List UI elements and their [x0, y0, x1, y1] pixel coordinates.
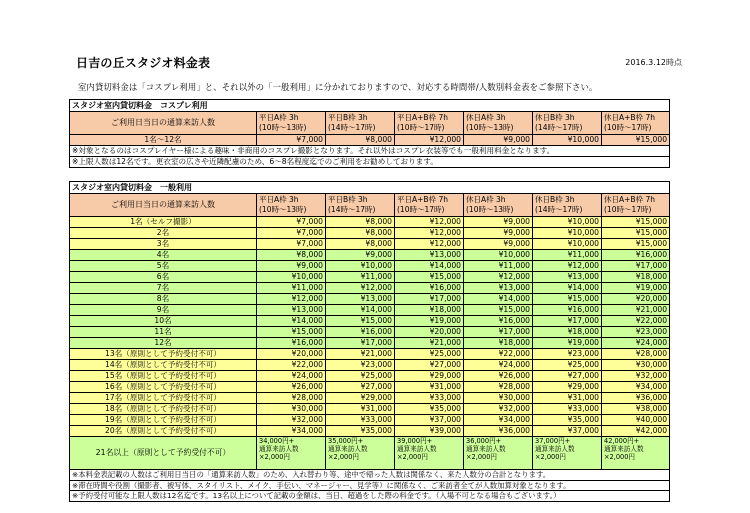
price-cell: ¥25,000: [395, 349, 464, 360]
table-row: [70, 415, 670, 426]
row-label: 12名: [70, 338, 257, 349]
price-cell: ¥7,000: [257, 217, 326, 228]
price-cell: ¥10,000: [464, 250, 533, 261]
price-cell: ¥30,000: [602, 360, 670, 371]
table-row: [70, 382, 670, 393]
date-stamp: 2016.3.12時点: [625, 58, 682, 67]
table-row: [70, 338, 670, 349]
column-name: 休日A+B枠 7h: [604, 195, 655, 204]
price-cell: ¥30,000: [464, 393, 533, 404]
price-cell: ¥28,000: [602, 349, 670, 360]
price-cell: ¥17,000: [395, 294, 464, 305]
price-cell: ¥21,000: [395, 338, 464, 349]
price-cell: ¥13,000: [533, 272, 602, 283]
price-cell: ¥24,000: [257, 371, 326, 382]
price-cell: ¥40,000: [602, 415, 670, 426]
last-row-label: 21名以上（原則として予約受付不可）: [70, 437, 257, 470]
price-cell: ¥11,000: [533, 250, 602, 261]
price-cell: ¥23,000: [533, 349, 602, 360]
price-cell: ¥35,000: [326, 426, 395, 437]
price-cell: ¥32,000: [464, 404, 533, 415]
formula-cell: [464, 437, 533, 470]
price-cell: ¥16,000: [533, 305, 602, 316]
row-label: 9名: [70, 305, 257, 316]
price-cell: ¥36,000: [602, 393, 670, 404]
formula-line: 36,000円+: [466, 437, 502, 445]
price-cell: ¥15,000: [602, 239, 670, 250]
column-time: (10時～13時): [466, 205, 514, 214]
row-label: 8名: [70, 294, 257, 305]
price-cell: ¥8,000: [326, 217, 395, 228]
price-cell: ¥19,000: [395, 316, 464, 327]
price-cell: ¥31,000: [533, 393, 602, 404]
formula-line: 通算来訪人数: [259, 445, 299, 454]
price-cell: ¥16,000: [257, 338, 326, 349]
row-label: 2名: [70, 228, 257, 239]
row-label: 13名（原則として予約受付不可）: [70, 349, 257, 360]
formula-line: 35,000円+: [328, 437, 364, 445]
price-cell: ¥15,000: [533, 294, 602, 305]
row-label: 10名: [70, 316, 257, 327]
cosplay-col-header: [395, 112, 464, 135]
row-label: 15名（原則として予約受付不可）: [70, 371, 257, 382]
price-cell: ¥23,000: [326, 360, 395, 371]
price-cell: ¥11,000: [464, 261, 533, 272]
price-cell: ¥28,000: [464, 382, 533, 393]
price-cell: ¥27,000: [395, 360, 464, 371]
price-cell: ¥15,000: [464, 305, 533, 316]
row-label: 4名: [70, 250, 257, 261]
formula-line: ×2,000円: [259, 453, 290, 462]
price-cell: ¥20,000: [602, 294, 670, 305]
table-row: [70, 294, 670, 305]
price-cell: ¥9,000: [464, 217, 533, 228]
price-cell: ¥28,000: [257, 393, 326, 404]
price-cell: ¥14,000: [533, 283, 602, 294]
price-cell: ¥10,000: [533, 228, 602, 239]
formula-line: 34,000円+: [259, 437, 295, 445]
price-cell: ¥20,000: [257, 349, 326, 360]
price-cell: ¥21,000: [602, 305, 670, 316]
price-cell: ¥38,000: [602, 404, 670, 415]
price-cell: ¥22,000: [257, 360, 326, 371]
column-name: 平日B枠 3h: [328, 113, 368, 122]
table-row: [70, 316, 670, 327]
price-cell: ¥24,000: [464, 360, 533, 371]
price-cell: ¥25,000: [533, 360, 602, 371]
general-col-header: [533, 194, 602, 217]
price-cell: ¥9,000: [464, 228, 533, 239]
price-cell: ¥31,000: [395, 382, 464, 393]
price-cell: ¥18,000: [395, 305, 464, 316]
price-cell: ¥8,000: [257, 250, 326, 261]
general-price-table: [69, 181, 670, 502]
price-cell: ¥15,000: [395, 272, 464, 283]
price-cell: ¥30,000: [257, 404, 326, 415]
row-label: 14名（原則として予約受付不可）: [70, 360, 257, 371]
price-cell: ¥12,000: [533, 261, 602, 272]
price-cell: ¥16,000: [602, 250, 670, 261]
price-cell: ¥9,000: [464, 135, 533, 146]
price-cell: ¥37,000: [395, 415, 464, 426]
cosplay-col-header: [602, 112, 670, 135]
table-row: [70, 360, 670, 371]
price-cell: ¥17,000: [464, 327, 533, 338]
formula-line: ×2,000円: [604, 453, 635, 462]
cosplay-note-2: ※上限人数は12名です。更衣室の広さや近隣配慮のため、6～8名程度迄でのご利用をお勧めしております。: [70, 157, 670, 168]
price-cell: ¥19,000: [533, 338, 602, 349]
price-cell: ¥18,000: [533, 327, 602, 338]
table-row: [70, 349, 670, 360]
price-cell: ¥7,000: [257, 135, 326, 146]
column-name: 休日A枠 3h: [466, 195, 506, 204]
price-cell: ¥14,000: [326, 305, 395, 316]
price-cell: ¥33,000: [533, 404, 602, 415]
table-row: [70, 217, 670, 228]
column-name: 平日A枠 3h: [259, 195, 299, 204]
formula-line: 39,000円+: [397, 437, 433, 445]
price-cell: ¥33,000: [326, 415, 395, 426]
price-cell: ¥13,000: [395, 250, 464, 261]
price-cell: ¥13,000: [464, 283, 533, 294]
price-cell: ¥8,000: [326, 135, 395, 146]
price-cell: ¥16,000: [326, 327, 395, 338]
general-col-header: [395, 194, 464, 217]
price-cell: ¥20,000: [395, 327, 464, 338]
column-time: (10時～17時): [604, 123, 652, 132]
column-name: 休日B枠 3h: [535, 113, 575, 122]
row-label: 20名（原則として予約受付不可）: [70, 426, 257, 437]
row-label: 3名: [70, 239, 257, 250]
column-time: (14時～17時): [535, 123, 583, 132]
price-cell: ¥17,000: [602, 261, 670, 272]
column-time: (10時～13時): [259, 205, 307, 214]
price-cell: ¥37,000: [533, 426, 602, 437]
price-cell: ¥16,000: [464, 316, 533, 327]
row-label: 18名（原則として予約受付不可）: [70, 404, 257, 415]
general-note-2: ※滞在時間や役割（撮影者、被写体、スタイリスト、メイク、手伝い、マネージャー、見学等）に関係なく、ご来訪者全てが人数加算対象となります。: [70, 480, 670, 491]
formula-line: 通算来訪人数: [328, 445, 368, 454]
price-cell: ¥15,000: [257, 327, 326, 338]
column-name: 休日A+B枠 7h: [604, 113, 655, 122]
general-col-header: [464, 194, 533, 217]
price-cell: ¥10,000: [257, 272, 326, 283]
table-row: [70, 426, 670, 437]
table-row: [70, 404, 670, 415]
price-cell: ¥27,000: [326, 382, 395, 393]
price-cell: ¥18,000: [602, 272, 670, 283]
price-cell: ¥9,000: [326, 250, 395, 261]
cosplay-col-header: [257, 112, 326, 135]
column-name: 平日B枠 3h: [328, 195, 368, 204]
price-cell: ¥12,000: [395, 217, 464, 228]
formula-cell: [602, 437, 670, 470]
formula-line: 37,000円+: [535, 437, 571, 445]
price-cell: ¥18,000: [464, 338, 533, 349]
price-cell: ¥17,000: [533, 316, 602, 327]
price-cell: ¥8,000: [326, 228, 395, 239]
column-time: (14時～17時): [535, 205, 583, 214]
column-name: 休日B枠 3h: [535, 195, 575, 204]
row-label: 19名（原則として予約受付不可）: [70, 415, 257, 426]
table-row: [70, 239, 670, 250]
formula-line: ×2,000円: [535, 453, 566, 462]
price-cell: ¥27,000: [533, 371, 602, 382]
column-time: (10時～17時): [604, 205, 652, 214]
table-row: [70, 393, 670, 404]
price-cell: ¥22,000: [602, 316, 670, 327]
price-cell: ¥33,000: [395, 393, 464, 404]
table-row: [70, 272, 670, 283]
price-cell: ¥32,000: [602, 371, 670, 382]
price-cell: ¥12,000: [326, 283, 395, 294]
formula-line: 通算来訪人数: [466, 445, 506, 454]
column-time: (14時～17時): [328, 123, 376, 132]
column-time: (10時～17時): [397, 123, 445, 132]
price-cell: ¥7,000: [257, 228, 326, 239]
price-cell: ¥31,000: [326, 404, 395, 415]
formula-line: 42,000円+: [604, 437, 640, 445]
price-cell: ¥15,000: [602, 135, 670, 146]
row-label: 11名: [70, 327, 257, 338]
table-row: [70, 228, 670, 239]
formula-cell: [395, 437, 464, 470]
table-row: [70, 371, 670, 382]
price-cell: ¥21,000: [326, 349, 395, 360]
cosplay-col-header: [533, 112, 602, 135]
row-label: 16名（原則として予約受付不可）: [70, 382, 257, 393]
formula-cell: [257, 437, 326, 470]
price-cell: ¥14,000: [464, 294, 533, 305]
price-cell: ¥29,000: [395, 371, 464, 382]
general-col-header: [257, 194, 326, 217]
row-label: 5名: [70, 261, 257, 272]
price-cell: ¥9,000: [464, 239, 533, 250]
column-time: (14時～17時): [328, 205, 376, 214]
formula-line: ×2,000円: [466, 453, 497, 462]
price-cell: ¥10,000: [326, 261, 395, 272]
price-cell: ¥17,000: [326, 338, 395, 349]
formula-line: 通算来訪人数: [535, 445, 575, 454]
price-cell: ¥19,000: [602, 283, 670, 294]
price-cell: ¥11,000: [257, 283, 326, 294]
formula-line: ×2,000円: [328, 453, 359, 462]
price-cell: ¥12,000: [464, 272, 533, 283]
cosplay-header-label: ご利用日当日の通算来訪人数: [70, 112, 257, 135]
formula-line: 通算来訪人数: [604, 445, 644, 454]
table-row: [70, 283, 670, 294]
cosplay-note-1: ※対象となるのはコスプレイヤー様による趣味・非商用のコスプレ撮影となります。それ以外はコスプレ衣装等でも一般利用料金となります。: [70, 146, 670, 157]
cosplay-col-header: [326, 112, 395, 135]
price-cell: ¥14,000: [395, 261, 464, 272]
row-label: 17名（原則として予約受付不可）: [70, 393, 257, 404]
general-col-header: [602, 194, 670, 217]
price-cell: ¥12,000: [395, 135, 464, 146]
price-cell: ¥11,000: [326, 272, 395, 283]
cosplay-row-label: 1名～12名: [70, 135, 257, 146]
column-time: (10時～17時): [397, 205, 445, 214]
price-cell: ¥25,000: [326, 371, 395, 382]
price-cell: ¥24,000: [602, 338, 670, 349]
price-cell: ¥23,000: [602, 327, 670, 338]
price-cell: ¥39,000: [395, 426, 464, 437]
price-cell: ¥29,000: [533, 382, 602, 393]
formula-line: 通算来訪人数: [397, 445, 437, 454]
price-cell: ¥26,000: [257, 382, 326, 393]
price-cell: ¥34,000: [464, 415, 533, 426]
price-cell: ¥10,000: [533, 217, 602, 228]
formula-cell: [533, 437, 602, 470]
price-cell: ¥22,000: [464, 349, 533, 360]
general-section-title: スタジオ室内貸切料金 一般利用: [70, 182, 670, 194]
price-cell: ¥15,000: [602, 228, 670, 239]
column-name: 平日A+B枠 7h: [397, 195, 448, 204]
column-name: 休日A枠 3h: [466, 113, 506, 122]
price-cell: ¥13,000: [326, 294, 395, 305]
table-row: [70, 261, 670, 272]
column-time: (10時～13時): [466, 123, 514, 132]
price-cell: ¥12,000: [257, 294, 326, 305]
price-cell: ¥29,000: [326, 393, 395, 404]
row-label: 6名: [70, 272, 257, 283]
price-cell: ¥36,000: [464, 426, 533, 437]
cosplay-price-table: [69, 99, 670, 168]
price-cell: ¥9,000: [257, 261, 326, 272]
price-cell: ¥42,000: [602, 426, 670, 437]
price-cell: ¥12,000: [395, 228, 464, 239]
price-cell: ¥32,000: [257, 415, 326, 426]
price-cell: ¥12,000: [395, 239, 464, 250]
column-time: (10時～13時): [259, 123, 307, 132]
price-cell: ¥26,000: [464, 371, 533, 382]
row-label: 1名（セルフ撮影）: [70, 217, 257, 228]
column-name: 平日A枠 3h: [259, 113, 299, 122]
price-cell: ¥34,000: [602, 382, 670, 393]
general-note-3: ※予約受付可能な上限人数は12名迄です。13名以上について記載の金額は、当日、超過をした際の料金です。（入場不可となる場合もございます。）: [70, 491, 670, 502]
price-cell: ¥8,000: [326, 239, 395, 250]
price-cell: ¥13,000: [257, 305, 326, 316]
intro-text: 室内貸切料金は「コスプレ利用」と、それ以外の「一般利用」に分かれておりますので、対応する時間帯/人数別料金表をご参照下さい。: [78, 82, 598, 92]
price-cell: ¥10,000: [533, 239, 602, 250]
formula-line: ×2,000円: [397, 453, 428, 462]
table-row: [70, 327, 670, 338]
price-cell: ¥7,000: [257, 239, 326, 250]
general-col-header: [326, 194, 395, 217]
price-cell: ¥35,000: [533, 415, 602, 426]
price-cell: ¥35,000: [395, 404, 464, 415]
price-cell: ¥15,000: [326, 316, 395, 327]
formula-cell: [326, 437, 395, 470]
price-cell: ¥14,000: [257, 316, 326, 327]
cosplay-section-title: スタジオ室内貸切料金 コスプレ利用: [70, 100, 670, 112]
general-note-1: ※本料金表記載の人数はご利用日当日の「通算来訪人数」のため、入れ替わり等、途中で帰った人数は関係なく、来た人数分の合計となります。: [70, 470, 670, 481]
table-row: [70, 305, 670, 316]
column-name: 平日A+B枠 7h: [397, 113, 448, 122]
row-label: 7名: [70, 283, 257, 294]
general-header-label: ご利用日当日の通算来訪人数: [70, 194, 257, 217]
price-cell: ¥10,000: [533, 135, 602, 146]
price-cell: ¥34,000: [257, 426, 326, 437]
cosplay-col-header: [464, 112, 533, 135]
page-title: 日吉の丘スタジオ料金表: [76, 56, 211, 70]
table-row: [70, 250, 670, 261]
price-cell: ¥15,000: [602, 217, 670, 228]
price-cell: ¥16,000: [395, 283, 464, 294]
